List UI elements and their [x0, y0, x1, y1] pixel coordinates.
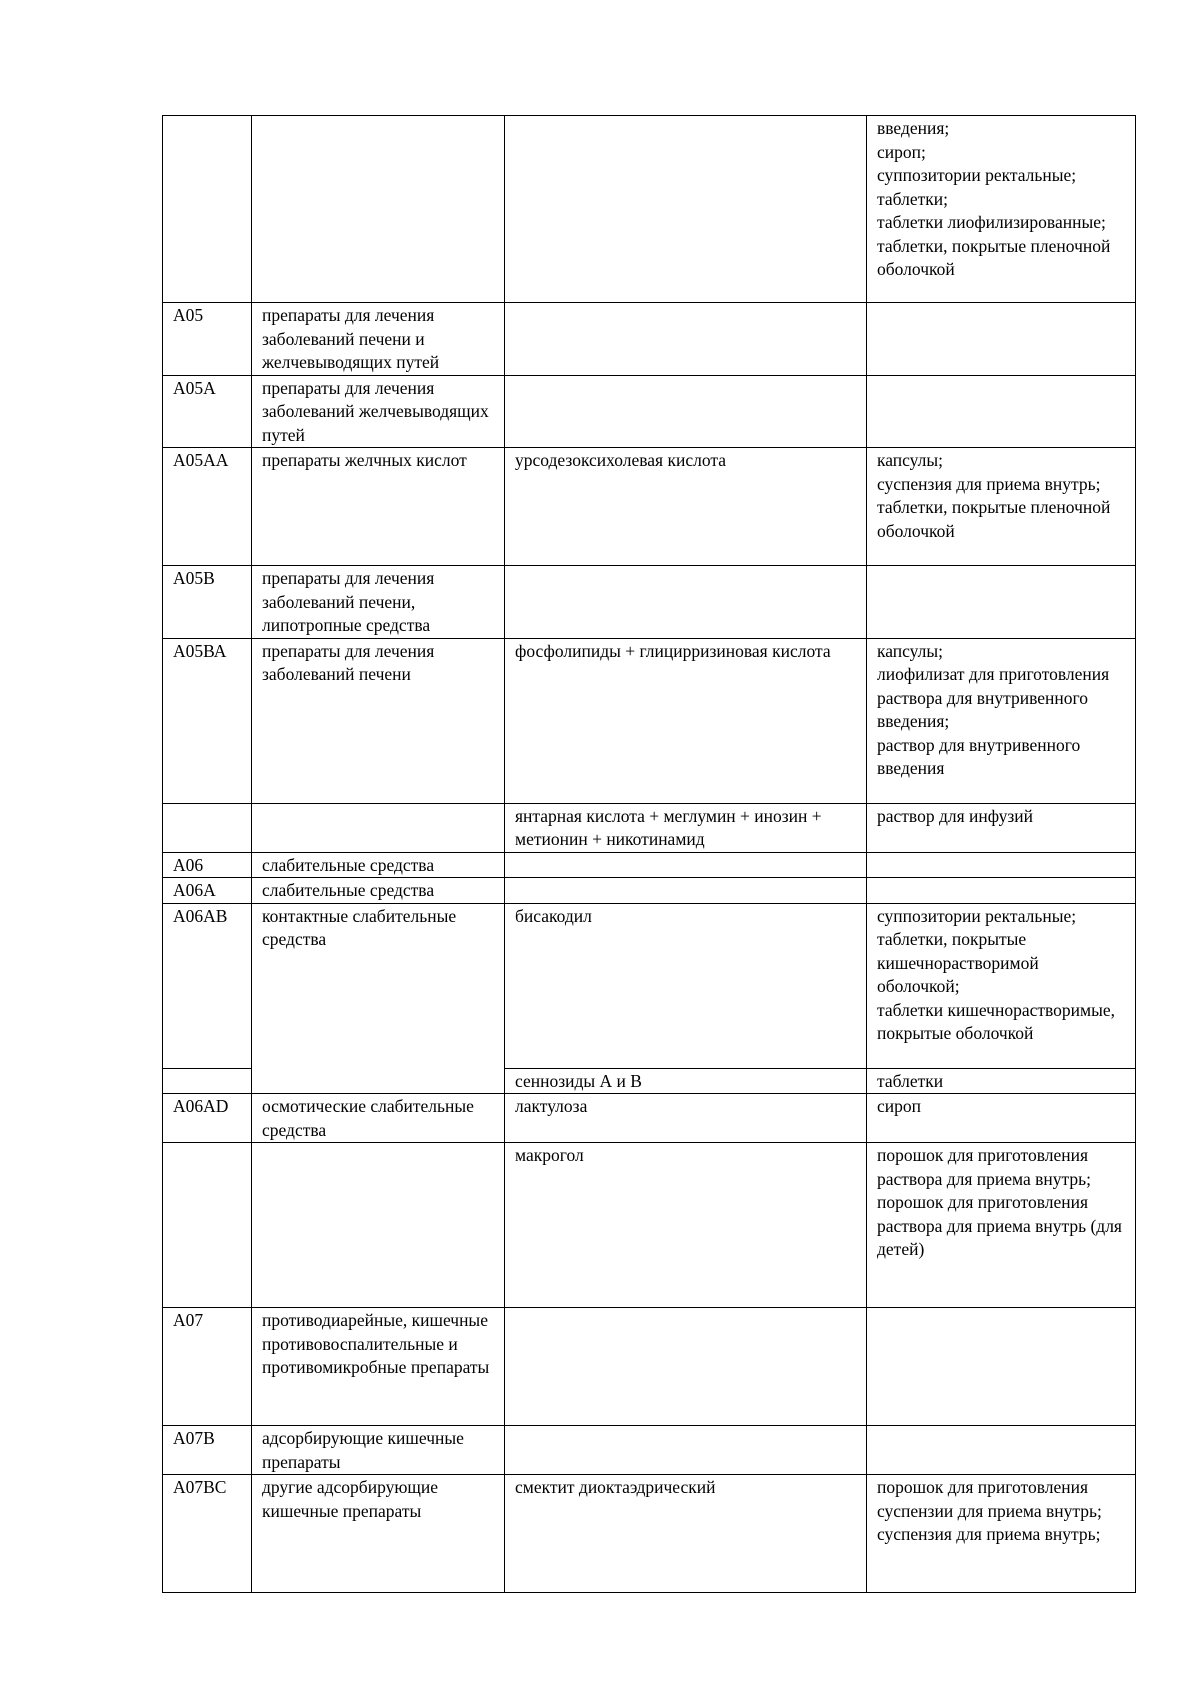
substance-cell: бисакодил — [505, 903, 867, 1068]
table-row — [163, 1475, 1136, 1593]
dosage-form-cell — [867, 1308, 1136, 1426]
atc-code-cell: А06 — [163, 852, 252, 878]
table-row — [163, 852, 1136, 878]
dosage-form-cell: капсулы; суспензия для приема внутрь; таблетки, покрытые пленочной оболочкой — [867, 448, 1136, 566]
substance-cell: сеннозиды А и В — [505, 1068, 867, 1094]
dosage-form-cell: введения; сироп; суппозитории ректальные; таблетки; таблетки лиофилизированные; таблетки, покрытые пленочной оболочкой — [867, 116, 1136, 303]
substance-cell — [505, 1308, 867, 1426]
substance-cell — [505, 852, 867, 878]
table-row — [163, 303, 1136, 376]
group-cell: препараты для лечения заболеваний печени, липотропные средства — [252, 566, 505, 639]
table-row — [163, 1426, 1136, 1475]
substance-cell — [505, 303, 867, 376]
substance-cell: лактулоза — [505, 1094, 867, 1143]
dosage-form-cell: порошок для приготовления суспензии для приема внутрь; суспензия для приема внутрь; — [867, 1475, 1136, 1593]
atc-code-cell: А05ВА — [163, 638, 252, 803]
table-row — [163, 903, 1136, 1068]
dosage-form-cell: капсулы; лиофилизат для приготовления раствора для внутривенного введения; раствор для внутривенного введения — [867, 638, 1136, 803]
atc-code-cell: А05 — [163, 303, 252, 376]
dosage-form-cell — [867, 1426, 1136, 1475]
substance-cell: смектит диоктаэдрический — [505, 1475, 867, 1593]
dosage-form-cell: раствор для инфузий — [867, 803, 1136, 852]
dosage-form-cell — [867, 852, 1136, 878]
atc-code-cell: А05А — [163, 375, 252, 448]
atc-code-cell: А05В — [163, 566, 252, 639]
substance-cell — [505, 116, 867, 303]
atc-code-cell: А06А — [163, 878, 252, 904]
table-row — [163, 638, 1136, 803]
dosage-form-cell: сироп — [867, 1094, 1136, 1143]
dosage-form-cell: таблетки — [867, 1068, 1136, 1094]
table-row — [163, 448, 1136, 566]
substance-cell: фосфолипиды + глицирризиновая кислота — [505, 638, 867, 803]
table-row — [163, 803, 1136, 852]
group-cell: адсорбирующие кишечные препараты — [252, 1426, 505, 1475]
atc-code-cell: А07ВС — [163, 1475, 252, 1593]
group-cell — [252, 1143, 505, 1308]
dosage-form-cell — [867, 375, 1136, 448]
table-row — [163, 116, 1136, 303]
atc-code-cell: А05АА — [163, 448, 252, 566]
substance-cell: урсодезоксихолевая кислота — [505, 448, 867, 566]
group-cell: препараты для лечения заболеваний печени — [252, 638, 505, 803]
group-cell: другие адсорбирующие кишечные препараты — [252, 1475, 505, 1593]
group-cell: осмотические слабительные средства — [252, 1094, 505, 1143]
substance-cell: янтарная кислота + меглумин + инозин + метионин + никотинамид — [505, 803, 867, 852]
substance-cell — [505, 566, 867, 639]
substance-cell — [505, 878, 867, 904]
atc-code-cell: А07 — [163, 1308, 252, 1426]
group-cell: слабительные средства — [252, 852, 505, 878]
drug-table — [162, 115, 1136, 1593]
dosage-form-cell: суппозитории ректальные; таблетки, покрытые кишечнорастворимой оболочкой; таблетки кишечнорастворимые, покрытые оболочкой — [867, 903, 1136, 1068]
group-cell: препараты желчных кислот — [252, 448, 505, 566]
substance-cell: макрогол — [505, 1143, 867, 1308]
group-cell — [252, 803, 505, 852]
table-row — [163, 1143, 1136, 1308]
atc-code-cell — [163, 116, 252, 303]
table-row — [163, 566, 1136, 639]
atc-code-cell — [163, 1068, 252, 1094]
substance-cell — [505, 1426, 867, 1475]
atc-code-cell: А06АВ — [163, 903, 252, 1068]
group-cell: препараты для лечения заболеваний печени и желчевыводящих путей — [252, 303, 505, 376]
group-cell — [252, 116, 505, 303]
atc-code-cell — [163, 803, 252, 852]
dosage-form-cell — [867, 878, 1136, 904]
table-row — [163, 1094, 1136, 1143]
dosage-form-cell — [867, 566, 1136, 639]
dosage-form-cell: порошок для приготовления раствора для приема внутрь; порошок для приготовления раствора для приема внутрь (для детей) — [867, 1143, 1136, 1308]
group-cell: препараты для лечения заболеваний желчевыводящих путей — [252, 375, 505, 448]
dosage-form-cell — [867, 303, 1136, 376]
group-cell: противодиарейные, кишечные противовоспалительные и противомикробные препараты — [252, 1308, 505, 1426]
atc-code-cell: А06АD — [163, 1094, 252, 1143]
group-cell: слабительные средства — [252, 878, 505, 904]
substance-cell — [505, 375, 867, 448]
table-row — [163, 878, 1136, 904]
table-row — [163, 375, 1136, 448]
table-row — [163, 1308, 1136, 1426]
group-cell: контактные слабительные средства — [252, 903, 505, 1094]
atc-code-cell — [163, 1143, 252, 1308]
atc-code-cell: А07В — [163, 1426, 252, 1475]
